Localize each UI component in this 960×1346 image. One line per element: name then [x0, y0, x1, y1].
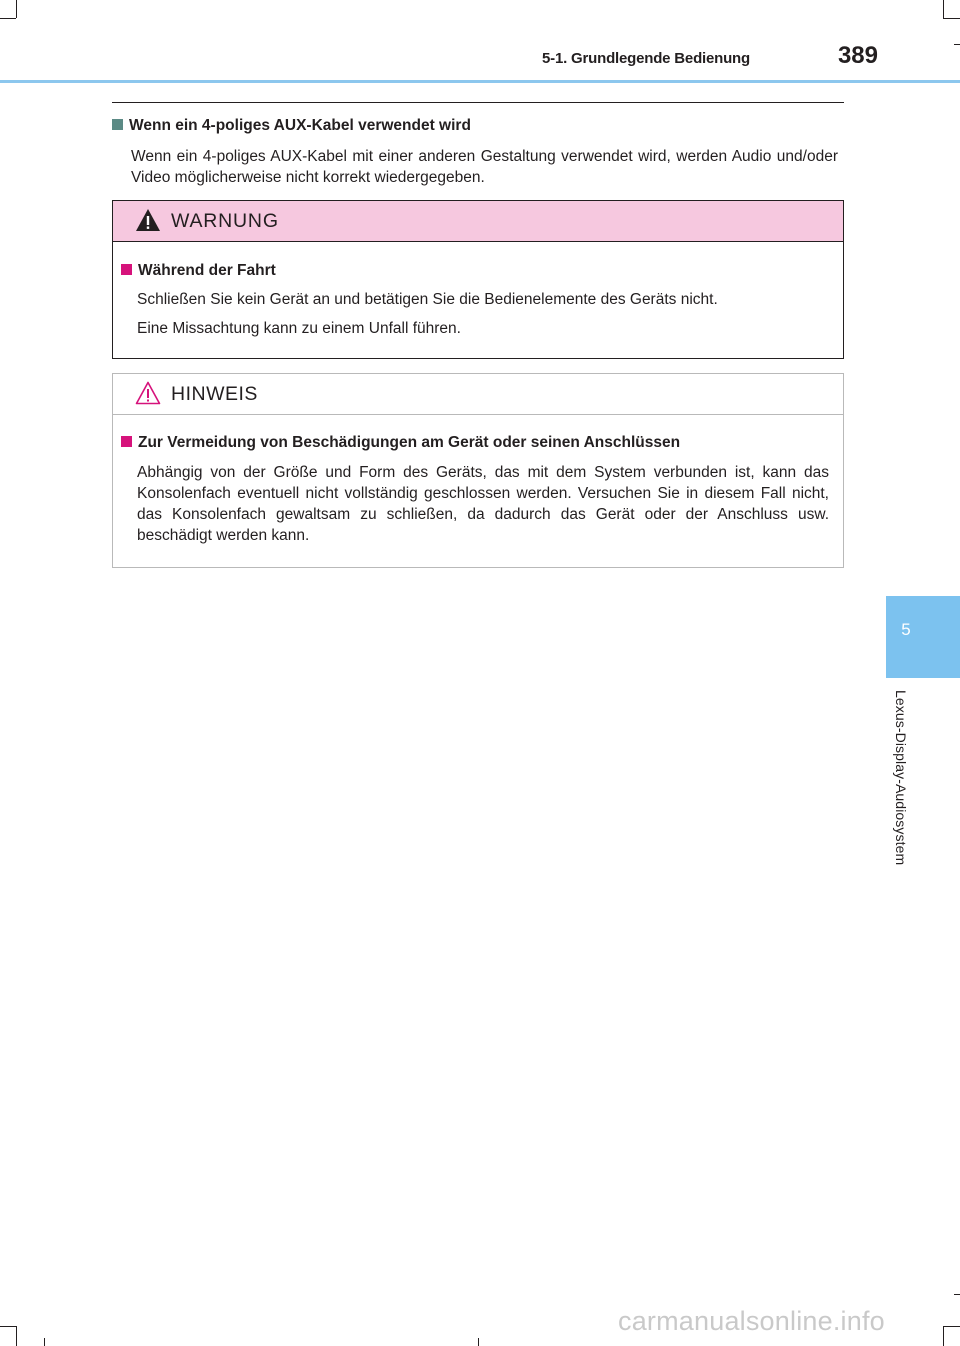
square-bullet-icon [121, 436, 132, 447]
warning-box [112, 200, 844, 359]
warning-triangle-icon [135, 208, 161, 232]
warning-item-title [121, 262, 276, 280]
warning-line: Schließen Sie kein Gerät an und betätigen Sie die Bedienelemente des Geräts nicht. [137, 291, 718, 308]
section-title: 5-1. Grundlegende Bedienung [542, 50, 750, 67]
aux-heading-text: Wenn ein 4-poliges AUX-Kabel verwendet wird [129, 117, 471, 134]
crop-mark [943, 1326, 960, 1327]
crop-mark [0, 1326, 16, 1327]
notice-box [112, 373, 844, 568]
notice-header [113, 374, 843, 415]
warning-header [113, 201, 843, 242]
page-number: 389 [837, 42, 878, 69]
notice-item-title [121, 434, 680, 452]
aux-paragraph: Wenn ein 4-poliges AUX-Kabel mit einer anderen Gestaltung verwendet wird, werden Audio und/oder Video möglicherweise nicht korrekt wiedergegeben. [131, 148, 838, 186]
warning-line: Eine Missachtung kann zu einem Unfall führen. [137, 320, 461, 337]
crop-mark [943, 18, 960, 19]
crop-mark [16, 1326, 17, 1346]
crop-mark [943, 1326, 944, 1346]
crop-mark [943, 0, 944, 18]
chapter-number: 5 [901, 620, 911, 639]
aux-heading [112, 117, 471, 135]
crop-mark [954, 1294, 960, 1295]
notice-heading: HINWEIS [171, 383, 258, 405]
header-rule [0, 80, 960, 83]
watermark: carmanualsonline.info [618, 1306, 885, 1336]
crop-mark [44, 1338, 45, 1346]
square-bullet-icon [112, 119, 123, 130]
chapter-label: Lexus-Display-Audiosystem [893, 690, 909, 866]
caution-outline-triangle-icon [135, 381, 161, 405]
square-bullet-icon [121, 264, 132, 275]
crop-mark [0, 18, 16, 19]
notice-item-title-text: Zur Vermeidung von Beschädigungen am Gerät oder seinen Anschlüssen [138, 434, 681, 451]
warning-heading: WARNUNG [171, 210, 279, 232]
crop-mark [954, 44, 960, 45]
warning-item-title-text: Während der Fahrt [138, 262, 276, 279]
crop-mark [478, 1338, 479, 1346]
crop-mark [16, 0, 17, 18]
notice-paragraph: Abhängig von der Größe und Form des Geräts, das mit dem System verbunden ist, kann das Konsolenfach eventuell nicht vollständig geschlossen werden. Versuchen Sie in diesem Fall nicht, das Konsolenfach gewaltsam zu schließen, da dadurch das Gerät oder der Anschluss usw. beschädigt werden kann. [137, 464, 829, 544]
content-top-rule [112, 102, 844, 103]
